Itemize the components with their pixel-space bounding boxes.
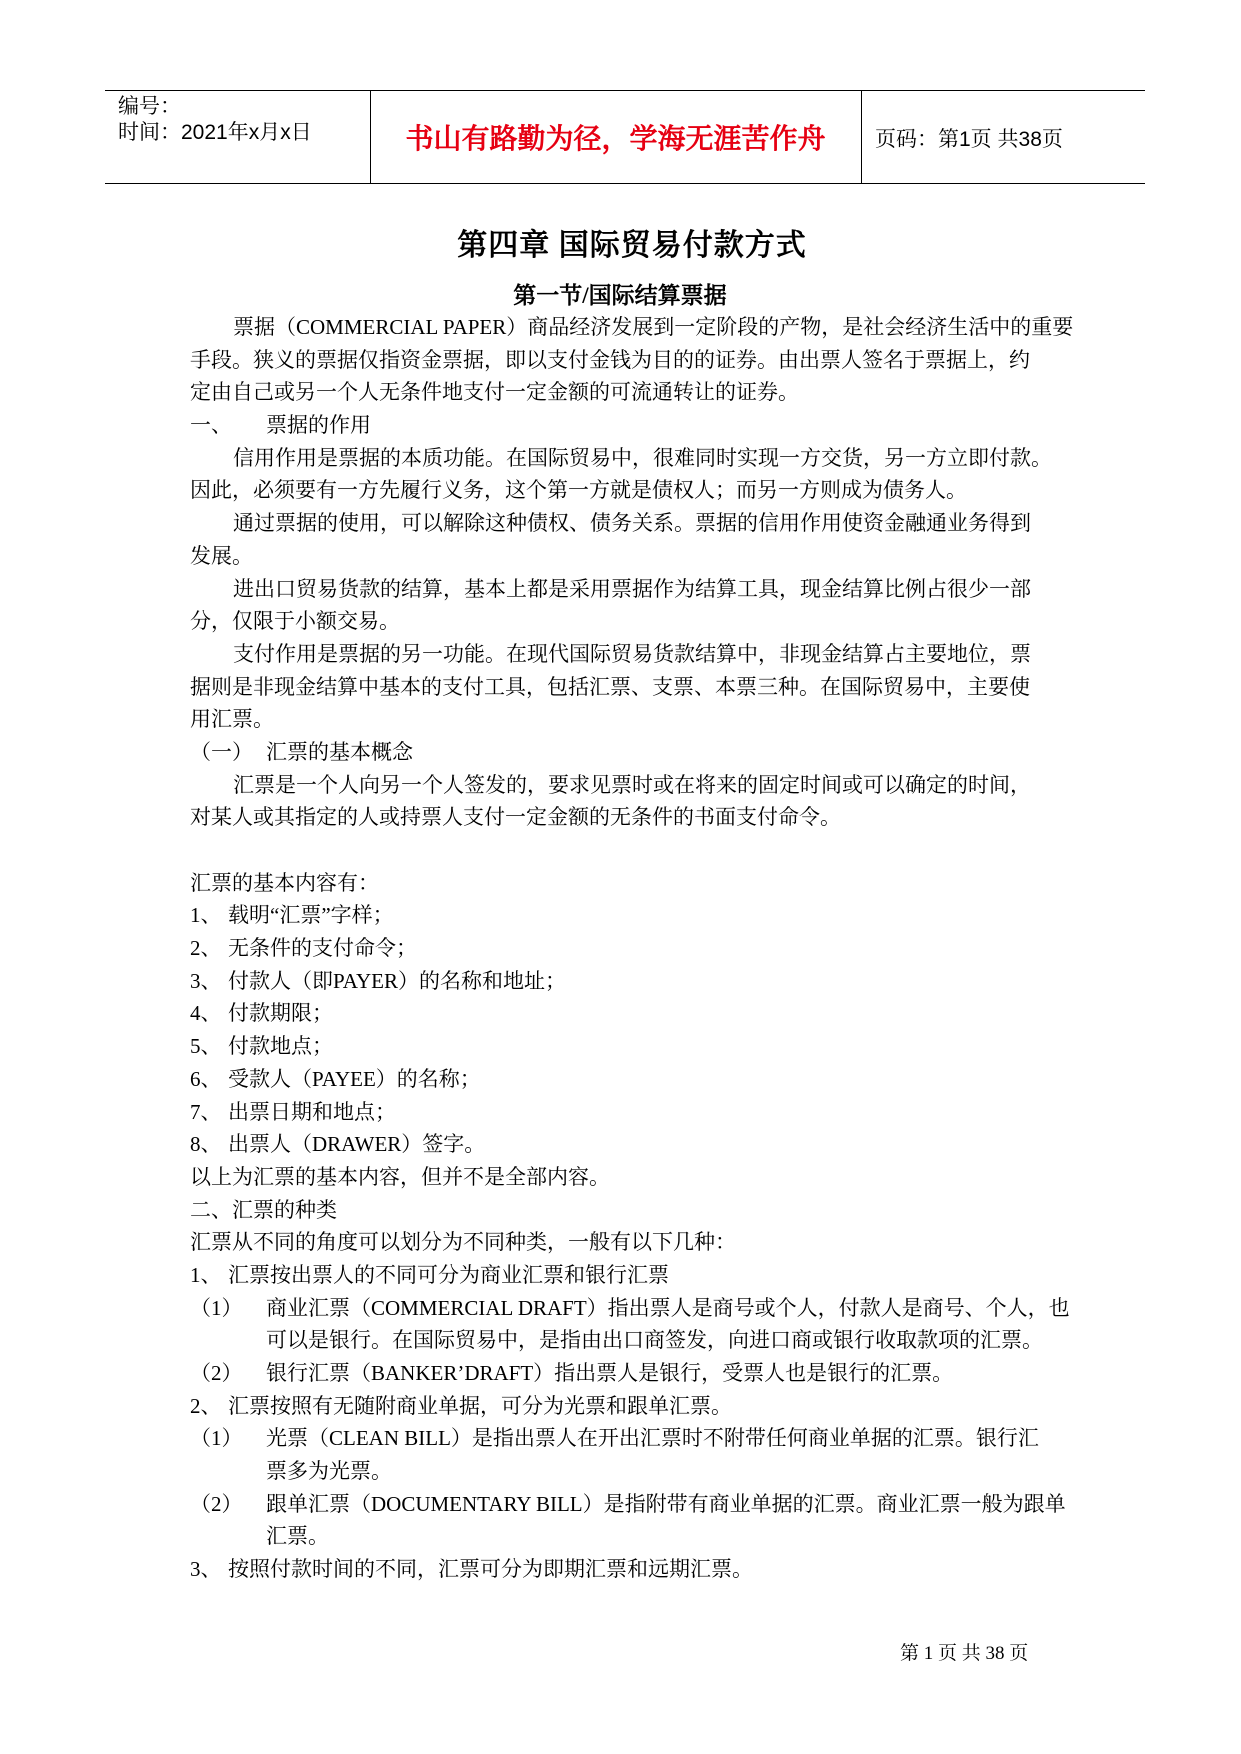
sub-list-item bbox=[0, 1292, 1241, 1325]
heading-text: 汇票的基本概念 bbox=[266, 739, 413, 764]
paragraph-line: 汇票从不同的角度可以划分为不同种类，一般有以下几种： bbox=[190, 1230, 736, 1255]
sub-list-item bbox=[0, 1488, 1241, 1521]
list-number: 3、 bbox=[190, 968, 222, 993]
paragraph-line: 支付作用是票据的另一功能。在现代国际贸易货款结算中，非现金结算占主要地位，票 bbox=[233, 641, 1031, 666]
sub-list-item bbox=[0, 1357, 1241, 1390]
paragraph-line: 汇票是一个人向另一个人签发的，要求见票时或在将来的固定时间或可以确定的时间， bbox=[233, 772, 1031, 797]
list-number: 8、 bbox=[190, 1132, 222, 1157]
list-text: 汇票按出票人的不同可分为商业汇票和银行汇票 bbox=[228, 1262, 669, 1287]
header-page-info: 页码：第1页 共38页 bbox=[875, 128, 1063, 151]
sub-list-continuation: 可以是银行。在国际贸易中，是指由出口商签发，向进口商或银行收取款项的汇票。 bbox=[266, 1328, 1043, 1353]
sub-list-text: 商业汇票（COMMERCIAL DRAFT）指出票人是商号或个人，付款人是商号、个人，也 bbox=[266, 1295, 1070, 1320]
list-text: 出票人（DRAWER）签字。 bbox=[228, 1132, 486, 1157]
paragraph-line: 票据（COMMERCIAL PAPER）商品经济发展到一定阶段的产物，是社会经济生活中的重要 bbox=[233, 315, 1074, 339]
sub-list-text: 光票（CLEAN BILL）是指出票人在开出汇票时不附带任何商业单据的汇票。银行汇 bbox=[266, 1426, 1039, 1451]
heading-number: 一、 bbox=[190, 413, 232, 438]
list-item bbox=[0, 1096, 1241, 1129]
header-divider bbox=[861, 91, 862, 183]
list-text: 汇票按照有无随附商业单据，可分为光票和跟单汇票。 bbox=[228, 1393, 732, 1418]
list-text: 付款期限； bbox=[228, 1001, 333, 1026]
list-item bbox=[0, 1390, 1241, 1423]
list-item bbox=[0, 1063, 1241, 1096]
paragraph-line: 用汇票。 bbox=[190, 707, 274, 732]
section-heading bbox=[0, 409, 1241, 442]
sub-list-number: （2） bbox=[190, 1361, 243, 1385]
header-date: 时间：2021年x月x日 bbox=[118, 121, 312, 144]
paragraph-line: 信用作用是票据的本质功能。在国际贸易中，很难同时实现一方交货，另一方立即付款。 bbox=[233, 445, 1052, 470]
heading-text: 票据的作用 bbox=[266, 413, 371, 438]
paragraph-line: 对某人或其指定的人或持票人支付一定金额的无条件的书面支付命令。 bbox=[190, 805, 841, 830]
list-number: 6、 bbox=[190, 1066, 222, 1091]
list-item bbox=[0, 997, 1241, 1030]
list-number: 5、 bbox=[190, 1034, 222, 1059]
blank-line bbox=[0, 834, 1241, 867]
chapter-title: 第四章 国际贸易付款方式 bbox=[457, 229, 807, 262]
list-number: 1、 bbox=[190, 903, 222, 928]
paragraph-line: 以上为汇票的基本内容，但并不是全部内容。 bbox=[190, 1164, 610, 1189]
page-header bbox=[105, 90, 1145, 184]
list-item bbox=[0, 1553, 1241, 1586]
section-heading bbox=[0, 736, 1241, 769]
list-number: 2、 bbox=[190, 1393, 222, 1418]
paragraph-line: 因此，必须要有一方先履行义务，这个第一方就是债权人；而另一方则成为债务人。 bbox=[190, 478, 967, 503]
paragraph-line: 手段。狭义的票据仅指资金票据，即以支付金钱为目的的证券。由出票人签名于票据上，约 bbox=[190, 347, 1030, 372]
sub-list-text: 跟单汇票（DOCUMENTARY BILL）是指附带有商业单据的汇票。商业汇票一般为跟单 bbox=[266, 1491, 1066, 1516]
sub-list-number: （2） bbox=[190, 1491, 243, 1516]
section-title: 第一节/国际结算票据 bbox=[513, 283, 727, 308]
header-motto: 书山有路勤为径，学海无涯苦作舟 bbox=[405, 124, 826, 155]
list-item bbox=[0, 1030, 1241, 1063]
paragraph-line: 通过票据的使用，可以解除这种债权、债务关系。票据的信用作用使资金融通业务得到 bbox=[233, 511, 1031, 536]
header-number-label: 编号： bbox=[118, 95, 181, 118]
list-text: 出票日期和地点； bbox=[228, 1099, 396, 1124]
list-number: 7、 bbox=[190, 1099, 222, 1124]
list-text: 无条件的支付命令； bbox=[228, 936, 417, 961]
sub-list-continuation: 票多为光票。 bbox=[266, 1459, 392, 1484]
list-text: 载明“汇票”字样； bbox=[228, 903, 394, 928]
list-item bbox=[0, 965, 1241, 998]
paragraph-line: 发展。 bbox=[190, 543, 253, 568]
list-number: 2、 bbox=[190, 936, 222, 961]
heading-number: （一） bbox=[190, 739, 253, 764]
paragraph-line: 汇票的基本内容有： bbox=[190, 870, 379, 895]
list-item bbox=[0, 899, 1241, 932]
paragraph-line: 据则是非现金结算中基本的支付工具，包括汇票、支票、本票三种。在国际贸易中，主要使 bbox=[190, 674, 1030, 699]
list-text: 受款人（PAYEE）的名称； bbox=[228, 1066, 481, 1091]
list-number: 1、 bbox=[190, 1262, 222, 1287]
sub-list-number: （1） bbox=[190, 1426, 243, 1451]
paragraph-line: 进出口贸易货款的结算，基本上都是采用票据作为结算工具，现金结算比例占很少一部 bbox=[233, 576, 1031, 601]
sub-list-number: （1） bbox=[190, 1295, 243, 1320]
list-text: 付款地点； bbox=[228, 1034, 333, 1059]
list-item bbox=[0, 1259, 1241, 1292]
paragraph-line: 定由自己或另一个人无条件地支付一定金额的可流通转让的证券。 bbox=[190, 380, 799, 405]
sub-list-text: 银行汇票（BANKER’DRAFT）指出票人是银行，受票人也是银行的汇票。 bbox=[266, 1361, 954, 1385]
list-item bbox=[0, 1128, 1241, 1161]
list-text: 付款人（即PAYER）的名称和地址； bbox=[228, 968, 566, 993]
section-heading: 二、汇票的种类 bbox=[190, 1197, 337, 1222]
paragraph-line: 分，仅限于小额交易。 bbox=[190, 609, 400, 634]
list-number: 3、 bbox=[190, 1557, 222, 1582]
document-body bbox=[0, 311, 1241, 1586]
page-footer: 第 1 页 共 38 页 bbox=[900, 1643, 1029, 1664]
list-item bbox=[0, 932, 1241, 965]
list-number: 4、 bbox=[190, 1001, 222, 1026]
sub-list-item bbox=[0, 1422, 1241, 1455]
list-text: 按照付款时间的不同，汇票可分为即期汇票和远期汇票。 bbox=[228, 1557, 753, 1582]
sub-list-continuation: 汇票。 bbox=[266, 1524, 329, 1549]
